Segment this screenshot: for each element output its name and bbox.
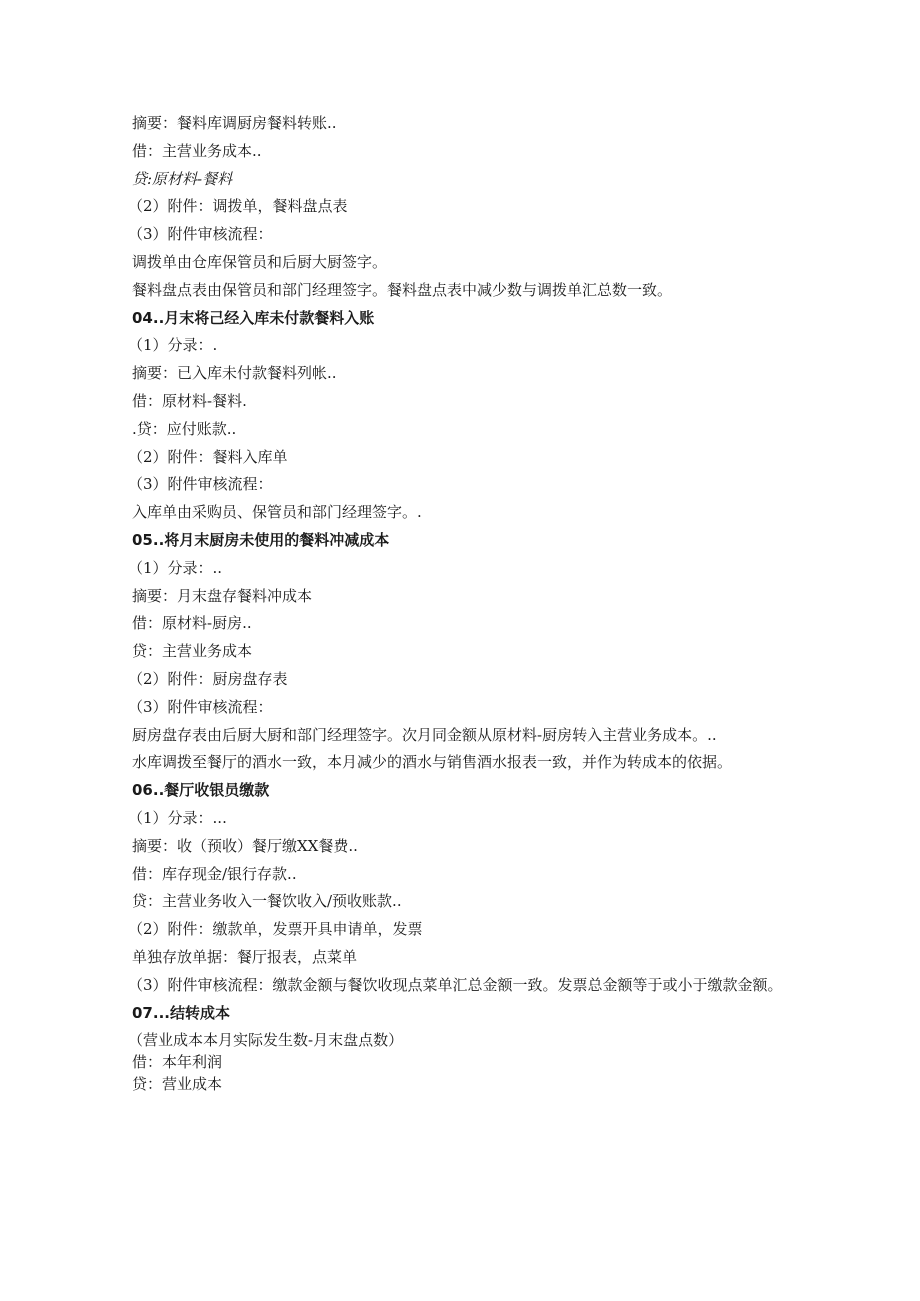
section-heading: 04..月末将己经入库未付款餐料入账 bbox=[132, 308, 375, 327]
text-line: （3）附件审核流程： bbox=[128, 697, 273, 716]
text-line: 调拨单由仓库保管员和后厨大厨签字。 bbox=[132, 252, 388, 271]
document-body bbox=[128, 112, 792, 1095]
text-line: 入库单由采购员、保管员和部门经理签字。. bbox=[132, 503, 422, 522]
text-line: 摘要：已入库未付款餐料列帐.. bbox=[132, 364, 337, 383]
text-line: 贷：营业成本 bbox=[132, 1075, 223, 1094]
text-line: （3）附件审核流程： bbox=[128, 475, 273, 494]
section-heading: 05..将月末厨房未使用的餐料冲减成本 bbox=[132, 530, 390, 549]
text-line: 餐料盘点表由保管员和部门经理签字。餐料盘点表中减少数与调拨单汇总数一致。 bbox=[132, 280, 673, 299]
text-line: 水库调拨至餐厅的酒水一致，本月减少的酒水与销售酒水报表一致，并作为转成本的依据。 bbox=[132, 753, 733, 772]
text-line: （2）附件：厨房盘存表 bbox=[128, 669, 288, 688]
text-line: 摘要：收（预收）餐厅缴XX餐费.. bbox=[132, 836, 358, 855]
text-line: 贷:原材料-餐料 bbox=[132, 169, 233, 188]
text-line: 贷：主营业务收入一餐饮收入/预收账款.. bbox=[132, 892, 402, 911]
text-line: （1）分录：.. bbox=[128, 558, 223, 577]
text-line: 贷：主营业务成本 bbox=[132, 642, 253, 661]
text-line: 借：原材料-厨房.. bbox=[132, 614, 252, 633]
text-line: 摘要：月末盘存餐料冲成本 bbox=[132, 586, 313, 605]
text-line: （1）分录：... bbox=[128, 808, 227, 827]
text-line: .贷：应付账款.. bbox=[132, 419, 237, 438]
text-line: 借：本年利润 bbox=[132, 1053, 223, 1072]
text-line: （营业成本本月实际发生数-月末盘点数） bbox=[128, 1031, 404, 1050]
text-line: （2）附件：缴款单，发票开具申请单，发票 bbox=[128, 920, 423, 939]
text-line: （1）分录：. bbox=[128, 336, 218, 355]
text-line: 借：原材料-餐料. bbox=[132, 391, 247, 410]
text-line: 厨房盘存表由后厨大厨和部门经理签字。次月同金额从原材料-厨房转入主营业务成本。.. bbox=[132, 725, 717, 744]
text-line: 单独存放单据：餐厅报表，点菜单 bbox=[132, 947, 358, 966]
text-line: （2）附件：餐料入库单 bbox=[128, 447, 288, 466]
text-line: （3）附件审核流程： bbox=[128, 225, 273, 244]
text-line: （3）附件审核流程：缴款金额与餐饮收现点菜单汇总金额一致。发票总金额等于或小于缴款金额。 bbox=[128, 975, 783, 994]
text-line: 借：主营业务成本.. bbox=[132, 141, 262, 160]
section-heading: 06..餐厅收银员缴款 bbox=[132, 781, 270, 800]
section-heading: 07...结转成本 bbox=[132, 1003, 230, 1022]
text-line: （2）附件：调拨单，餐料盘点表 bbox=[128, 197, 348, 216]
text-line: 借：库存现金/银行存款.. bbox=[132, 864, 297, 883]
text-line: 摘要：餐料库调厨房餐料转账.. bbox=[132, 114, 337, 132]
